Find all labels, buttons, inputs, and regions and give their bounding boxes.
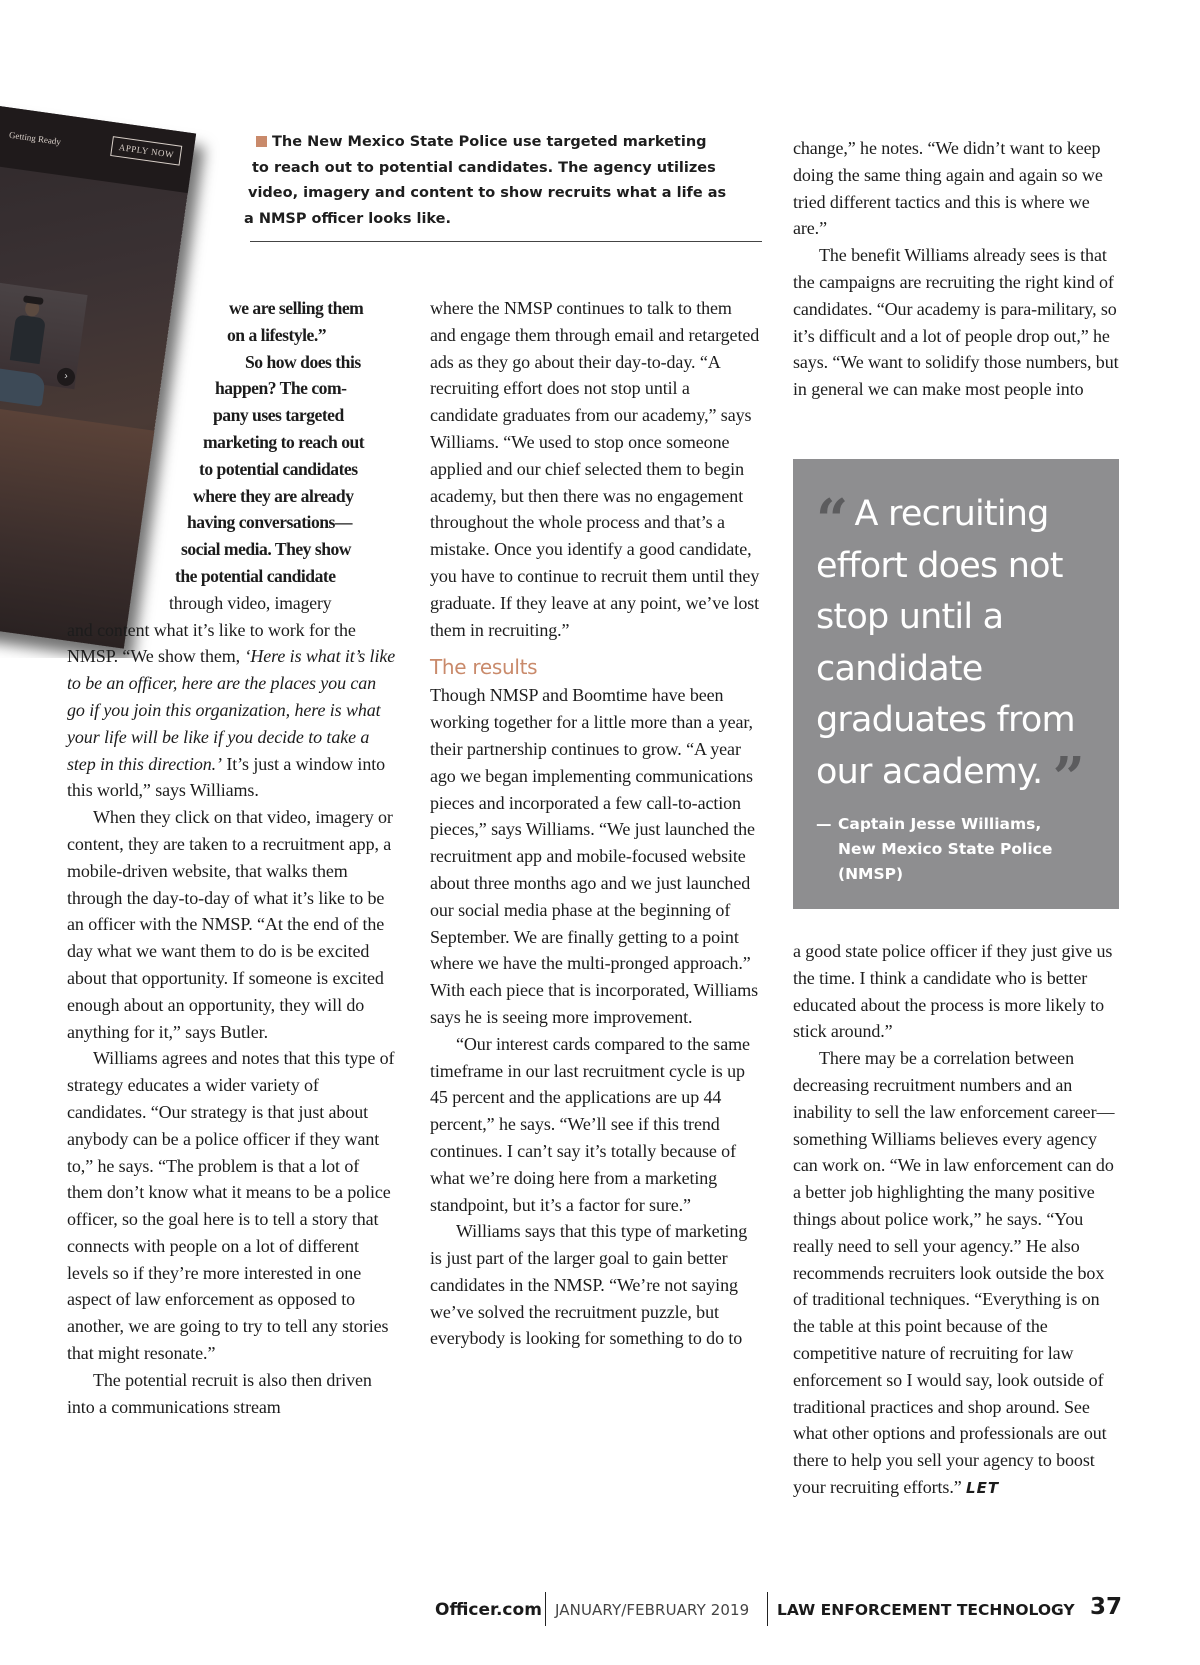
page-footer (0, 1590, 1200, 1630)
caption-line: The New Mexico State Police use targeted marketing (256, 130, 756, 156)
paragraph: Williams agrees and notes that this type of strategy educates a wider variety of candidates. “Our strategy is that just about anybody can be a police officer if they want to,” he says. “The problem is that a lot of them don’t know what it means to be a police officer, so the goal here is to tell a story that connects with people on a lot of different levels so if they’re more interested in one aspect of law enforcement as opposed to another, we are going to try to tell any stories that might resonate.” (67, 1048, 395, 1364)
paragraph: There may be a correlation between decreasing recruitment numbers and an inability to sell the law enforcement career—something Williams believes every agency can work on. “We in law enforcement can do a better job highlighting the many positive things about police work,” he says. “You really need to sell your agency.” He also recommends recruiters look outside the box of traditional techniques. “Everything is on the table at this point because of the competitive nature of recruiting for law enforcement so I would say, look outside of traditional practices and shop around. See what other options and professionals are out there to help you sell your agency to boost your recruiting efforts.” LET (793, 1048, 1115, 1497)
caption-line: to reach out to potential candidates. The agency utilizes (252, 159, 716, 176)
wrap-line: happen? The com- (215, 378, 347, 399)
paragraph: Though NMSP and Boomtime have been working together for a little more than a year, their partnership continues to grow. “A year ago we began implementing communications pieces and incorporated a few call-to-action pieces,” says Williams. “We just launched the recruitment app and mobile-focused website about three months ago and we just launched our social media phase at the beginning of September. We are finally getting to a point where we have the multi-pronged approach.” With each piece that is incorporated, Williams says he is seeing more improvement. (430, 685, 759, 1027)
article-column-3-bottom (793, 938, 1123, 1502)
paragraph: change,” he notes. “We didn’t want to keep doing the same thing again and again so we tried different tactics and this is where we are.” (793, 138, 1103, 239)
wrap-line: the potential candidate (175, 565, 336, 586)
paragraph: When they click on that video, imagery or content, they are taken to a recruitment app, a mobile-driven website, that walks them through the day-to-day of what it’s like to be an officer with the NMSP. “At the end of the day what we want them to do is be excited about that opportunity. If someone is excited enough about an opportunity, they will do anything for it,” says Butler. (67, 807, 393, 1042)
wrap-line: marketing to reach out (203, 431, 365, 452)
caption-line: a NMSP officer looks like. (244, 210, 452, 227)
apply-now-button: APPLY NOW (111, 136, 183, 165)
article-column-2 (430, 295, 760, 1352)
paragraph: “Our interest cards compared to the same timeframe in our last recruitment cycle is up 45 percent and the applications are up 44 percent,” he says. “We’ll see if this trend continues. I can’t say it’s totally because of what we’re doing here from a marketing standpoint, but it’s a factor for sure.” (430, 1033, 750, 1215)
open-quote-icon: “ (816, 487, 845, 553)
footer-site-name: Officer.com (435, 1600, 542, 1620)
pull-quote-attribution: — Captain Jesse Williams, New Mexico State Police (NMSP) (816, 815, 1053, 883)
wrap-line: on a lifestyle.” (227, 324, 327, 345)
site-nav-bar (0, 78, 196, 193)
paragraph: where the NMSP continues to talk to them and engage them through email and retargeted ads as they go about their day-to-day. “A recruiting effort does not stop until a candidate graduates from our academy,” says Williams. “We used to stop once someone applied and our chief selected them to begin academy, but then there was no engagement throughout the whole process and that’s a mistake. Once you identify a good candidate, you have to continue to recruit them until they graduate. If they leave at any point, we’ve lost them in recruiting.” (430, 298, 760, 640)
wrap-line: through video, imagery (169, 592, 332, 613)
article-column-1 (67, 295, 397, 1420)
close-quote-icon: ” (1052, 744, 1081, 811)
paragraph: The benefit Williams already sees is that the campaigns are recruiting the right kind of candidates. “Our academy is para-military, so it’s difficult and a lot of people drop out,” he says. “We want to solidify those numbers, but in general we can make most people into (793, 245, 1119, 400)
footer-issue-date: JANUARY/FEBRUARY 2019 (555, 1601, 750, 1619)
wrap-line: we are selling them (229, 298, 364, 318)
chevron-right-icon: › (56, 367, 76, 387)
article-column-3-top (793, 135, 1123, 403)
pull-quote-text: “ A recruiting effort does not stop until a candidate graduates from our academy. ” (816, 487, 1081, 811)
wrap-line: social media. They show (181, 539, 351, 560)
pull-quote-box (793, 459, 1119, 909)
footer-divider (545, 1592, 546, 1626)
wrap-line: pany uses targeted (213, 405, 344, 426)
photo-caption (244, 130, 756, 232)
let-end-mark: LET (966, 1478, 1000, 1497)
paragraph: The potential recruit is also then driven into a communications stream (67, 1369, 372, 1417)
wrap-line: to potential candidates (199, 458, 358, 479)
caption-square-icon (256, 136, 267, 147)
caption-divider (250, 241, 762, 242)
paragraph: a good state police officer if they just give us the time. I think a candidate who is better educated about the process is more likely to stick around.” (793, 941, 1113, 1042)
caption-line: video, imagery and content to show recruits what a life as (248, 185, 727, 202)
wrap-line: having conversations— (187, 512, 352, 533)
page-number: 37 (1090, 1594, 1123, 1620)
wrap-line: where they are already (193, 485, 354, 506)
paragraph: Williams says that this type of marketing is just part of the larger goal to gain better candidates in the NMSP. “We’re not saying we’ve solved the recruitment puzzle, but everybody is looking for something to do to (430, 1221, 748, 1349)
wrap-line: So how does this (245, 351, 361, 372)
footer-magazine-name: LAW ENFORCEMENT TECHNOLOGY (777, 1601, 1075, 1619)
footer-divider (767, 1592, 768, 1626)
quote-italic: ‘Here is what it’s like to be an officer, here are the places you can go if you join this organization, here is what your life will be like if you decide to take a step in this direction.’ (67, 646, 396, 774)
paragraph: and content what it’s like to work for the NMSP. “We show them, ‘Here is what it’s like to be an officer, here are the places you can go if you join this organization, here is what your life will be like if you decide to take a step in this direction.’ It’s just a window into this world,” says Williams. (67, 619, 396, 801)
nav-item-getting-ready: Getting Ready (8, 129, 62, 147)
section-heading: The results (430, 655, 538, 680)
